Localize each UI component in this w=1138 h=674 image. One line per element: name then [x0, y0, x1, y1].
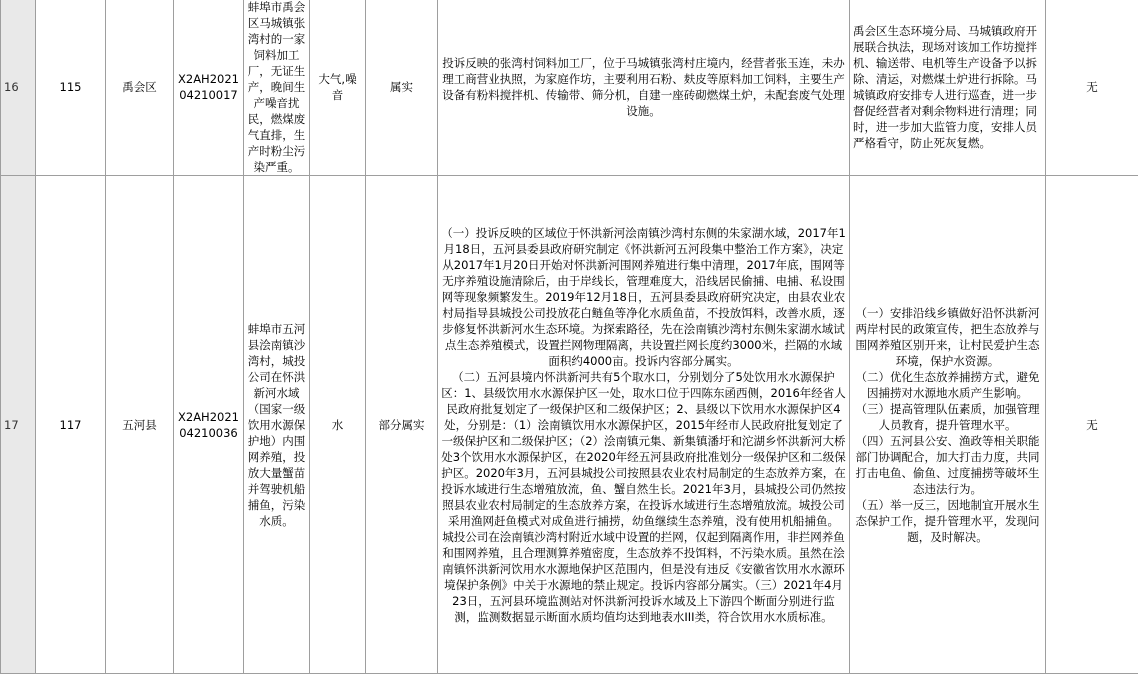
- findings-cell[interactable]: [438, 176, 850, 674]
- district-cell[interactable]: 禹会区: [106, 0, 174, 176]
- case-index-cell[interactable]: 115: [36, 0, 106, 176]
- findings-paragraph: （二）五河县境内怀洪新河共有5个取水口，分别划分了5处饮用水水源保护区：1、县级饮用水水源保护区一处，取水口位于四陈东函西侧，2016年经省人民政府批复划定了一级保护区和二级保护区；2、县级以下饮用水水源保护区4处，分别是：（1）浍南镇饮用水水源保护区，2015年经市人民政府批复划定了一级保护区和二级保护区；（2）浍南镇元集、新集镇潘圩和沱湖乡怀洪新河大桥处3个饮用水水源保护区，在2020年经五河县政府批准划分一级保护区和二级保护区。2020年3月，五河县城投公司按照县农业农村局制定的生态放养方案，在投诉水域进行生态增殖放流，鱼、蟹自然生长。2021年3月，县城投公司仍然按照县农业农村局制定的生态放养方案，在投诉水域进行生态增殖放流。城投公司采用渔网赶鱼模式对成鱼进行捕捞，幼鱼继续生态养殖，没有使用机船捕鱼。: [441, 369, 846, 528]
- findings-cell[interactable]: 投诉反映的张湾村饲料加工厂，位于马城镇张湾村庄境内，经营者张玉连，未办理工商营业执照，为家庭作坊，主要利用石粉、麸皮等原料加工饲料，主要生产设备有粉料搅拌机、传输带、筛分机，自建一座砖砌燃煤土炉，未配套废气处理设施。: [438, 0, 850, 176]
- action-item: （一）安排沿线乡镇做好沿怀洪新河两岸村民的政策宣传，把生态放养与围网养殖区别开来，让村民爱护生态环境，保护水资源。: [855, 305, 1040, 368]
- findings-paragraph: （一）投诉反映的区域位于怀洪新河浍南镇沙湾村东侧的朱家湖水域，2017年1月18日，五河县委县政府研究制定《怀洪新河五河段集中整治工作方案》，决定从2017年1月20日开始对怀洪新河围网养殖进行集中清理，2017年底，围网等无序养殖设施清除后，由于岸线长，管理难度大，沿线居民偷捕、电捕、私设围网等现象频繁发生。2019年12月18日，五河县委县政府研究决定，由县农业农村局指导县城投公司投放花白鲢鱼等净化水质鱼苗，不投放饵料，改善水质，逐步修复怀洪新河水生态环境。为探索路径，先在浍南镇沙湾村东侧朱家湖水域试点生态养殖模式，设置拦网物理隔离，共设置拦网长度约3000米，拦隔的水域面积约4000亩。投诉内容部分属实。: [441, 225, 846, 368]
- action-item: （三）提高管理队伍素质，加强管理人员教育，提升管理水平。: [855, 401, 1040, 432]
- verdict-cell[interactable]: 属实: [366, 0, 438, 176]
- pollution-type-cell[interactable]: 水: [310, 176, 366, 674]
- actions-cell[interactable]: 禹会区生态环境分局、马城镇政府开展联合执法，现场对该加工作坊搅拌机、输送带、电机等生产设备予以拆除、清运，对燃煤土炉进行拆除。马城镇政府安排专人进行巡查，进一步督促经营者对剩余物料进行清理；同时，进一步加大监管力度，安排人员严格看守，防止死灰复燃。: [850, 0, 1046, 176]
- row-header[interactable]: 17: [1, 176, 36, 674]
- table-row[interactable]: [1, 176, 1138, 674]
- accountability-cell[interactable]: 无: [1046, 176, 1138, 674]
- action-item: （二）优化生态放养捕捞方式，避免因捕捞对水源地水质产生影响。: [855, 369, 1040, 400]
- complaint-cell[interactable]: 蚌埠市五河县浍南镇沙湾村，城投公司在怀洪新河水域（国家一级饮用水源保护地）内围网养殖，投放大量蟹苗并驾驶机船捕鱼，污染水质。: [244, 176, 310, 674]
- pollution-type-cell[interactable]: 大气,噪音: [310, 0, 366, 176]
- action-item: （五）举一反三，因地制宜开展水生态保护工作，提升管理水平，发现问题，及时解决。: [855, 497, 1040, 544]
- action-item: （四）五河县公安、渔政等相关职能部门协调配合，加大打击力度，共同打击电鱼、偷鱼、过度捕捞等破坏生态违法行为。: [855, 433, 1040, 496]
- row-header[interactable]: 16: [1, 0, 36, 176]
- district-cell[interactable]: 五河县: [106, 176, 174, 674]
- case-id-cell[interactable]: X2AH202104210017: [174, 0, 244, 176]
- verdict-cell[interactable]: 部分属实: [366, 176, 438, 674]
- case-index-cell[interactable]: 117: [36, 176, 106, 674]
- table-row[interactable]: [1, 0, 1138, 176]
- actions-cell[interactable]: [850, 176, 1046, 674]
- findings-paragraph: 城投公司在浍南镇沙湾村附近水域中设置的拦网，仅起到隔离作用，非拦网养鱼和围网养殖，且合理测算养殖密度，生态放养不投饵料，不污染水质。虽然在浍南镇怀洪新河饮用水水源地保护区范围内，但是没有违反《安徽省饮用水水源环境保护条例》中关于水源地的禁止规定。投诉内容部分属实。（三）2021年4月23日，五河县环境监测站对怀洪新河投诉水域及上下游四个断面分别进行监测，监测数据显示断面水质均值均达到地表水III类，符合饮用水水质标准。: [442, 529, 845, 624]
- accountability-cell[interactable]: 无: [1046, 0, 1138, 176]
- case-id-cell[interactable]: X2AH202104210036: [174, 176, 244, 674]
- complaint-cell[interactable]: 蚌埠市禹会区马城镇张湾村的一家饲料加工厂，无证生产，晚间生产噪音扰民，燃煤废气直排，生产时粉尘污染严重。: [244, 0, 310, 176]
